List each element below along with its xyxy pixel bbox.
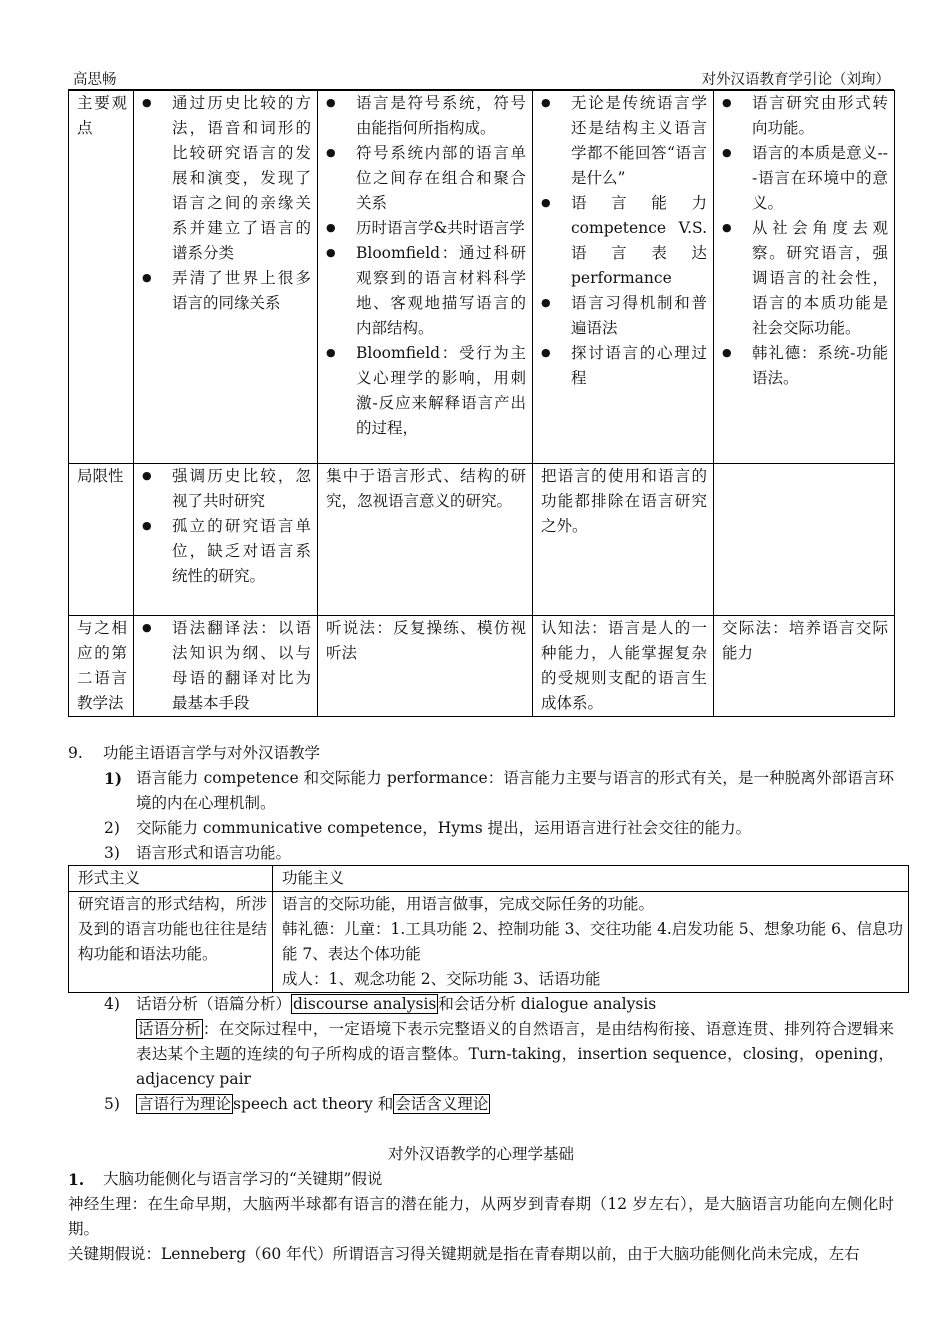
table-row-limitations xyxy=(69,464,895,616)
list-item: ● 符号系统内部的语言单位之间存在组合和聚合关系 xyxy=(356,141,526,216)
cell-historical-views xyxy=(134,91,318,464)
list-item xyxy=(68,766,894,816)
item-text: 话语分析（语篇分析） xyxy=(136,995,292,1013)
section-number: 9. xyxy=(68,744,83,762)
cell-structural-views xyxy=(318,91,533,464)
table-row-teaching-methods xyxy=(69,616,895,717)
cell-communicative: 交际法：培养语言交际能力 xyxy=(714,616,895,717)
header-author: 高思畅 xyxy=(73,72,117,88)
list-item: ● 强调历史比较，忽视了共时研究 xyxy=(172,464,311,514)
item-text: 语言能力 competence 和交际能力 performance：语言能力主要与语言的形式有关，是一种脱离外部语言环境的内在心理机制。 xyxy=(136,769,894,812)
section-9-list xyxy=(68,766,894,866)
cell-generative-limitations: 把语言的使用和语言的功能都排除在语言研究之外。 xyxy=(533,464,714,616)
subsection-heading xyxy=(68,1167,894,1193)
cell-formalism: 研究语言的形式结构，所涉及到的语言功能也往往是结构功能和语法功能。 xyxy=(69,892,273,993)
list-item: ● 无论是传统语言学还是结构主义语言学都不能回答“语言是什么” xyxy=(571,91,707,191)
function-line: 语言的交际功能，用语言做事，完成交际任务的功能。 xyxy=(282,895,655,913)
boxed-term: 言语行为理论 xyxy=(138,1095,232,1113)
list-item: ● 韩礼德：系统-功能语法。 xyxy=(752,341,888,391)
list-item: ● 通过历史比较的方法，语音和词形的比较研究语言的发展和演变，发现了语言之间的亲缘关系并建立了语言的谱系分类 xyxy=(172,91,311,266)
table-row xyxy=(69,892,909,993)
table-header-row xyxy=(69,866,909,892)
list-item: ● 从社会角度去观察。研究语言，强调语言的社会性，语言的本质功能是社会交际功能。 xyxy=(752,216,888,341)
list-item: ● Bloomfield：受行为主义心理学的影响，用刺激-反应来解释语言产出的过程， xyxy=(356,341,526,441)
function-line: 韩礼德：儿童：1.工具功能 2、控制功能 3、交往功能 4.启发功能 5、想象功能 6、信息功能 7、表达个体功能 xyxy=(282,920,903,963)
boxed-term: 话语分析 xyxy=(138,1020,201,1038)
header-functionalism: 功能主义 xyxy=(273,866,909,892)
list-item xyxy=(68,992,894,1017)
function-line: 成人：1、观念功能 2、交际功能 3、话语功能 xyxy=(282,970,601,988)
cell-cognitive: 认知法：语言是人的一种能力，人能掌握复杂的受规则支配的语言生成体系。 xyxy=(533,616,714,717)
section-9-list-continued xyxy=(68,992,894,1117)
row-label-limitations: 局限性 xyxy=(69,464,134,616)
boxed-term: 会话含义理论 xyxy=(395,1095,489,1113)
item-number: 3) xyxy=(104,844,120,862)
list-item: ● 语言的本质是意义---语言在环境中的意义。 xyxy=(752,141,888,216)
form-function-table xyxy=(68,865,909,993)
item-number: 5) xyxy=(104,1095,120,1113)
cell-audiolingual: 听说法：反复操练、模仿视听法 xyxy=(318,616,533,717)
section-title: 功能主语语言学与对外汉语教学 xyxy=(103,744,321,762)
list-item: ● 语法翻译法：以语法知识为纲、以与母语的翻译对比为最基本手段 xyxy=(172,616,311,716)
item-text: 和会话分析 dialogue analysis xyxy=(438,995,657,1013)
list-item xyxy=(68,816,894,841)
cell-grammar-translation xyxy=(134,616,318,717)
header-formalism: 形式主义 xyxy=(69,866,273,892)
list-item: ● Bloomfield：通过科研观察到的语言材料科学地、客观地描写语言的内部结构。 xyxy=(356,241,526,341)
row-label-teaching-methods: 与之相应的第二语言教学法 xyxy=(69,616,134,717)
list-item-definition xyxy=(68,1017,894,1092)
item-number: 2) xyxy=(104,819,120,837)
list-item: ● 语言能力competence V.S.语言表达performance xyxy=(571,191,707,291)
cell-functionalism xyxy=(273,892,909,993)
cell-generative-views xyxy=(533,91,714,464)
list-item: ● 探讨语言的心理过程 xyxy=(571,341,707,391)
linguistics-comparison-table xyxy=(68,90,895,717)
paragraph: 关键期假说：Lenneberg（60 年代）所谓语言习得关键期就是指在青春期以前，由于大脑功能侧化尚未完成，左右 xyxy=(68,1245,860,1263)
list-item: ● 语言研究由形式转向功能。 xyxy=(752,91,888,141)
paragraph: 神经生理：在生命早期，大脑两半球都有语言的潜在能力，从两岁到青春期（12 岁左右），是大脑语言功能向左侧化时期。 xyxy=(68,1195,894,1238)
list-item: ● 语言是符号系统，符号由能指何所指构成。 xyxy=(356,91,526,141)
item-text: 语言形式和语言功能。 xyxy=(136,844,292,862)
subsection-title: 大脑功能侧化与语言学习的“关键期”假说 xyxy=(103,1170,383,1188)
item-text: speech act theory 和 xyxy=(233,1095,394,1113)
header-book-title: 对外汉语教育学引论（刘珣） xyxy=(701,72,890,88)
list-item: ● 历时语言学&共时语言学 xyxy=(356,216,526,241)
boxed-term: discourse analysis xyxy=(293,995,437,1013)
definition-text: ：在交际过程中，一定语境下表示完整语义的自然语言，是由结构衔接、语意连贯、排列符合逻辑来表达某个主题的连续的句子所构成的语言整体。Turn-taking，insertion sequence，closing，opening，adjacency pair xyxy=(136,1020,894,1088)
list-item: ● 弄清了世界上很多语言的同缘关系 xyxy=(172,266,311,316)
row-label-main-views: 主要观点 xyxy=(69,91,134,464)
cell-structural-limitations: 集中于语言形式、结构的研究，忽视语言意义的研究。 xyxy=(318,464,533,616)
item-number: 1) xyxy=(104,769,123,788)
cell-functional-views xyxy=(714,91,895,464)
item-number: 4) xyxy=(104,995,120,1013)
list-item xyxy=(68,841,894,866)
item-text: 交际能力 communicative competence，Hyms 提出，运用语言进行社会交往的能力。 xyxy=(136,819,752,837)
cell-historical-limitations xyxy=(134,464,318,616)
list-item: ● 语言习得机制和普遍语法 xyxy=(571,291,707,341)
chapter-title: 对外汉语教学的心理学基础 xyxy=(387,1145,574,1163)
cell-functional-limitations xyxy=(714,464,895,616)
list-item xyxy=(68,1092,894,1117)
list-item: ● 孤立的研究语言单位，缺乏对语言系统性的研究。 xyxy=(172,514,311,589)
table-row-main-views xyxy=(69,91,895,464)
subsection-number: 1. xyxy=(68,1170,85,1189)
